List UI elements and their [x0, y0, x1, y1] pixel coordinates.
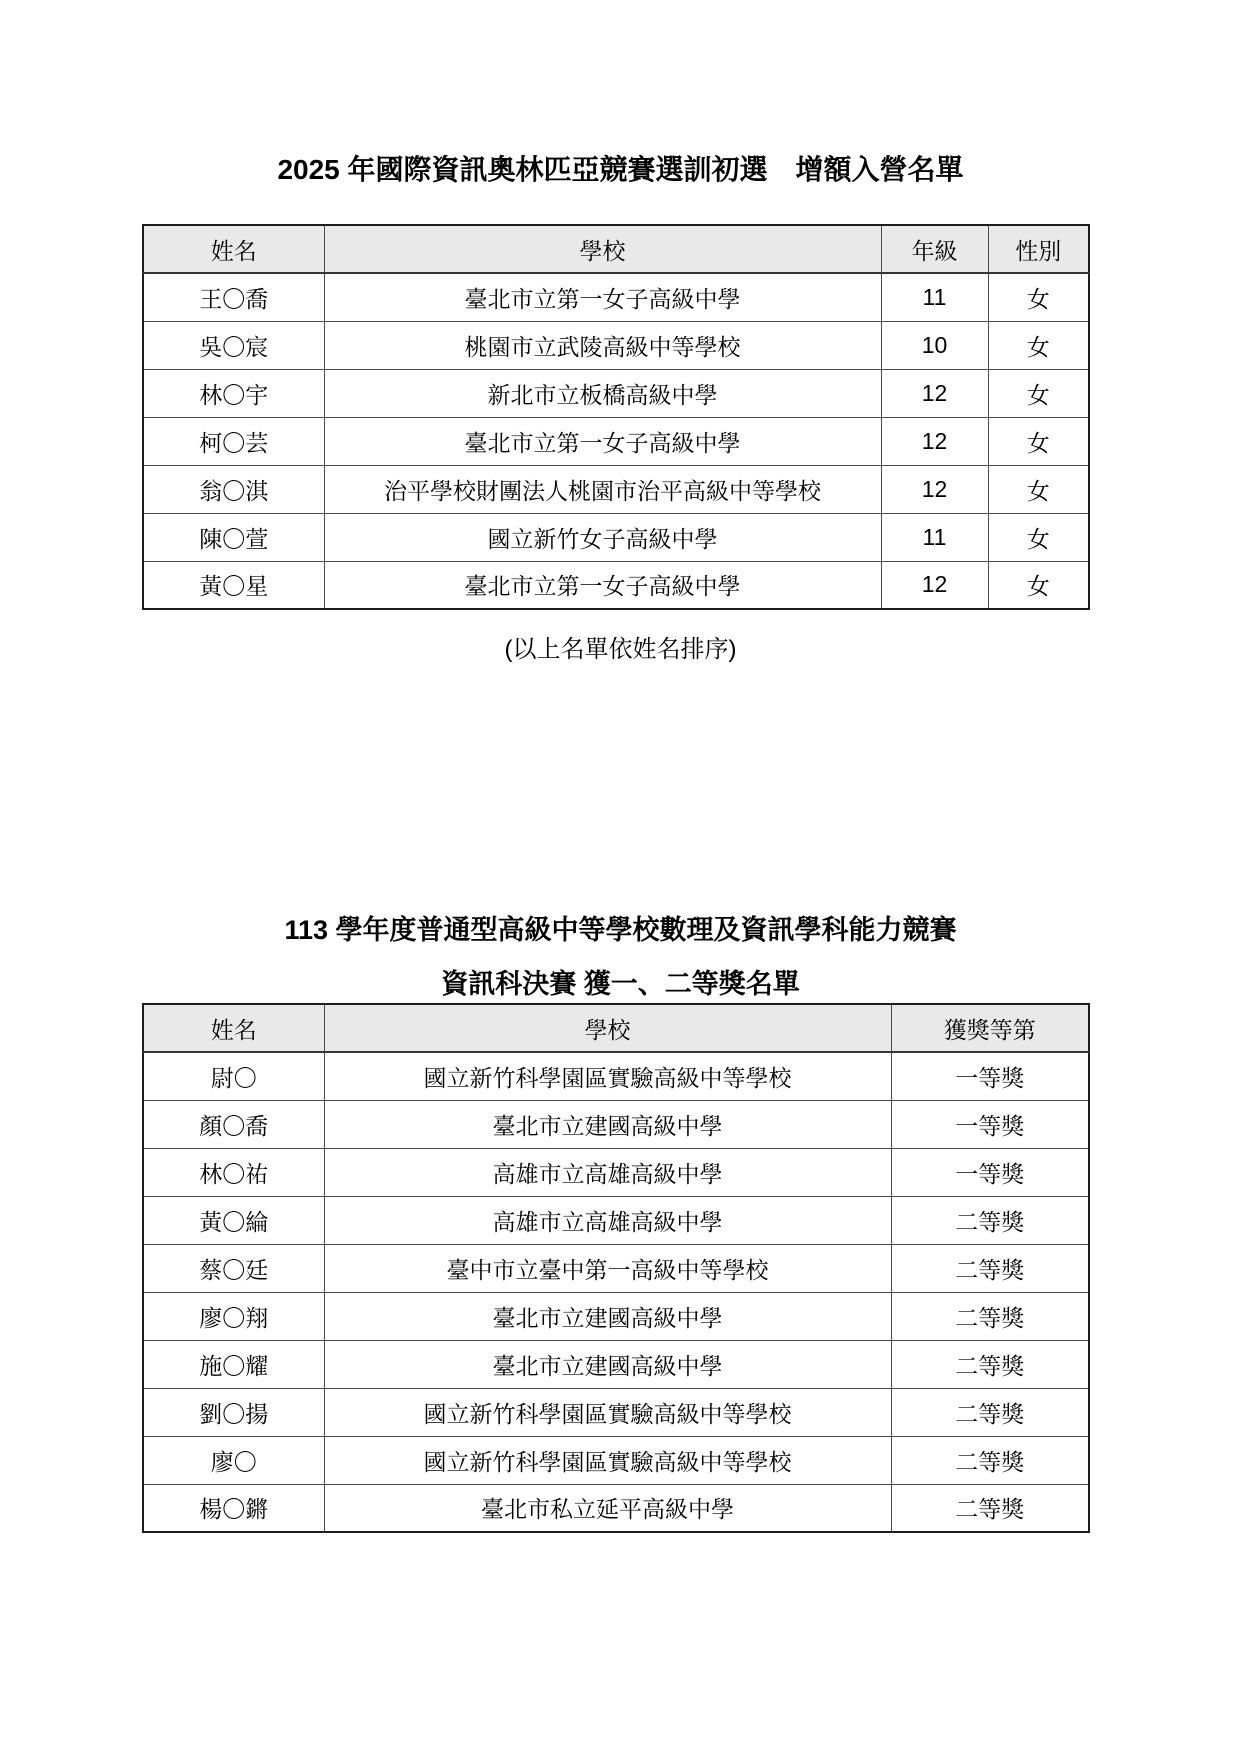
- column-header: 學校: [324, 1004, 891, 1052]
- table-row: [143, 369, 1089, 417]
- table-cell: 一等獎: [891, 1100, 1089, 1148]
- table-cell: 廖〇翔: [143, 1292, 324, 1340]
- table-cell: 治平學校財團法人桃園市治平高級中等學校: [324, 465, 881, 513]
- table-cell: 臺北市立建國高級中學: [324, 1292, 891, 1340]
- table-cell: 二等獎: [891, 1244, 1089, 1292]
- award-winners-table: [142, 1003, 1090, 1533]
- column-header: 姓名: [143, 1004, 324, 1052]
- column-header: 學校: [324, 225, 881, 273]
- table-cell: 陳〇萱: [143, 513, 324, 561]
- column-header: 姓名: [143, 225, 324, 273]
- header-row: [143, 225, 1089, 273]
- table-cell: 12: [881, 561, 988, 609]
- table-row: [143, 1100, 1089, 1148]
- table-row: [143, 1340, 1089, 1388]
- table-cell: 女: [988, 417, 1089, 465]
- table-cell: 吳〇宸: [143, 321, 324, 369]
- header-row: [143, 1004, 1089, 1052]
- table-body: [143, 1052, 1089, 1532]
- table-cell: 顏〇喬: [143, 1100, 324, 1148]
- table-body: [143, 273, 1089, 609]
- table-cell: 女: [988, 273, 1089, 321]
- table-cell: 施〇耀: [143, 1340, 324, 1388]
- table-row: [143, 1052, 1089, 1100]
- table-cell: 桃園市立武陵高級中等學校: [324, 321, 881, 369]
- table-cell: 臺北市立建國高級中學: [324, 1340, 891, 1388]
- table-cell: 國立新竹科學園區實驗高級中等學校: [324, 1388, 891, 1436]
- table-cell: 柯〇芸: [143, 417, 324, 465]
- table-cell: 黃〇星: [143, 561, 324, 609]
- table-cell: 二等獎: [891, 1388, 1089, 1436]
- table-header: [143, 225, 1089, 273]
- table-cell: 二等獎: [891, 1196, 1089, 1244]
- table-row: [143, 1292, 1089, 1340]
- table-row: [143, 1484, 1089, 1532]
- table-cell: 一等獎: [891, 1148, 1089, 1196]
- column-header: 獲獎等第: [891, 1004, 1089, 1052]
- table-cell: 臺北市立建國高級中學: [324, 1100, 891, 1148]
- table-cell: 11: [881, 513, 988, 561]
- table-row: [143, 465, 1089, 513]
- table-cell: 林〇宇: [143, 369, 324, 417]
- table-cell: 二等獎: [891, 1292, 1089, 1340]
- table-cell: 10: [881, 321, 988, 369]
- table-row: [143, 417, 1089, 465]
- table-cell: 高雄市立高雄高級中學: [324, 1148, 891, 1196]
- table-cell: 12: [881, 465, 988, 513]
- table-cell: 女: [988, 513, 1089, 561]
- table-cell: 11: [881, 273, 988, 321]
- table-cell: 國立新竹科學園區實驗高級中等學校: [324, 1052, 891, 1100]
- table-cell: 女: [988, 465, 1089, 513]
- table-row: [143, 321, 1089, 369]
- table-row: [143, 1196, 1089, 1244]
- table-cell: 女: [988, 561, 1089, 609]
- table-cell: 臺北市立第一女子高級中學: [324, 561, 881, 609]
- table-cell: 12: [881, 369, 988, 417]
- table-cell: 臺中市立臺中第一高級中等學校: [324, 1244, 891, 1292]
- table-cell: 劉〇揚: [143, 1388, 324, 1436]
- table-cell: 尉〇: [143, 1052, 324, 1100]
- table-cell: 翁〇淇: [143, 465, 324, 513]
- sorting-note: (以上名單依姓名排序): [504, 636, 737, 663]
- table-row: [143, 273, 1089, 321]
- table-header: [143, 1004, 1089, 1052]
- table-row: [143, 513, 1089, 561]
- table-cell: 臺北市私立延平高級中學: [324, 1484, 891, 1532]
- table-cell: 二等獎: [891, 1436, 1089, 1484]
- table-cell: 臺北市立第一女子高級中學: [324, 273, 881, 321]
- table-cell: 國立新竹女子高級中學: [324, 513, 881, 561]
- table-cell: 黃〇綸: [143, 1196, 324, 1244]
- column-header: 性別: [988, 225, 1089, 273]
- table-cell: 女: [988, 369, 1089, 417]
- camp-admission-table: [142, 224, 1090, 610]
- column-header: 年級: [881, 225, 988, 273]
- table-row: [143, 1436, 1089, 1484]
- table-cell: 廖〇: [143, 1436, 324, 1484]
- table-cell: 12: [881, 417, 988, 465]
- table-cell: 王〇喬: [143, 273, 324, 321]
- table-cell: 高雄市立高雄高級中學: [324, 1196, 891, 1244]
- table-row: [143, 1148, 1089, 1196]
- table-cell: 楊〇鏘: [143, 1484, 324, 1532]
- table-cell: 臺北市立第一女子高級中學: [324, 417, 881, 465]
- table-row: [143, 561, 1089, 609]
- table-cell: 新北市立板橋高級中學: [324, 369, 881, 417]
- table-cell: 林〇祐: [143, 1148, 324, 1196]
- section2-title-line1: 113 學年度普通型高級中等學校數理及資訊學科能力競賽: [284, 915, 957, 945]
- table-cell: 二等獎: [891, 1340, 1089, 1388]
- table-row: [143, 1244, 1089, 1292]
- table-row: [143, 1388, 1089, 1436]
- table-cell: 二等獎: [891, 1484, 1089, 1532]
- table-cell: 女: [988, 321, 1089, 369]
- table-cell: 蔡〇廷: [143, 1244, 324, 1292]
- section2-title-line2: 資訊科決賽 獲一、二等獎名單: [441, 969, 800, 999]
- table-cell: 一等獎: [891, 1052, 1089, 1100]
- table-cell: 國立新竹科學園區實驗高級中等學校: [324, 1436, 891, 1484]
- section1-title: 2025 年國際資訊奧林匹亞競賽選訓初選 增額入營名單: [277, 154, 964, 185]
